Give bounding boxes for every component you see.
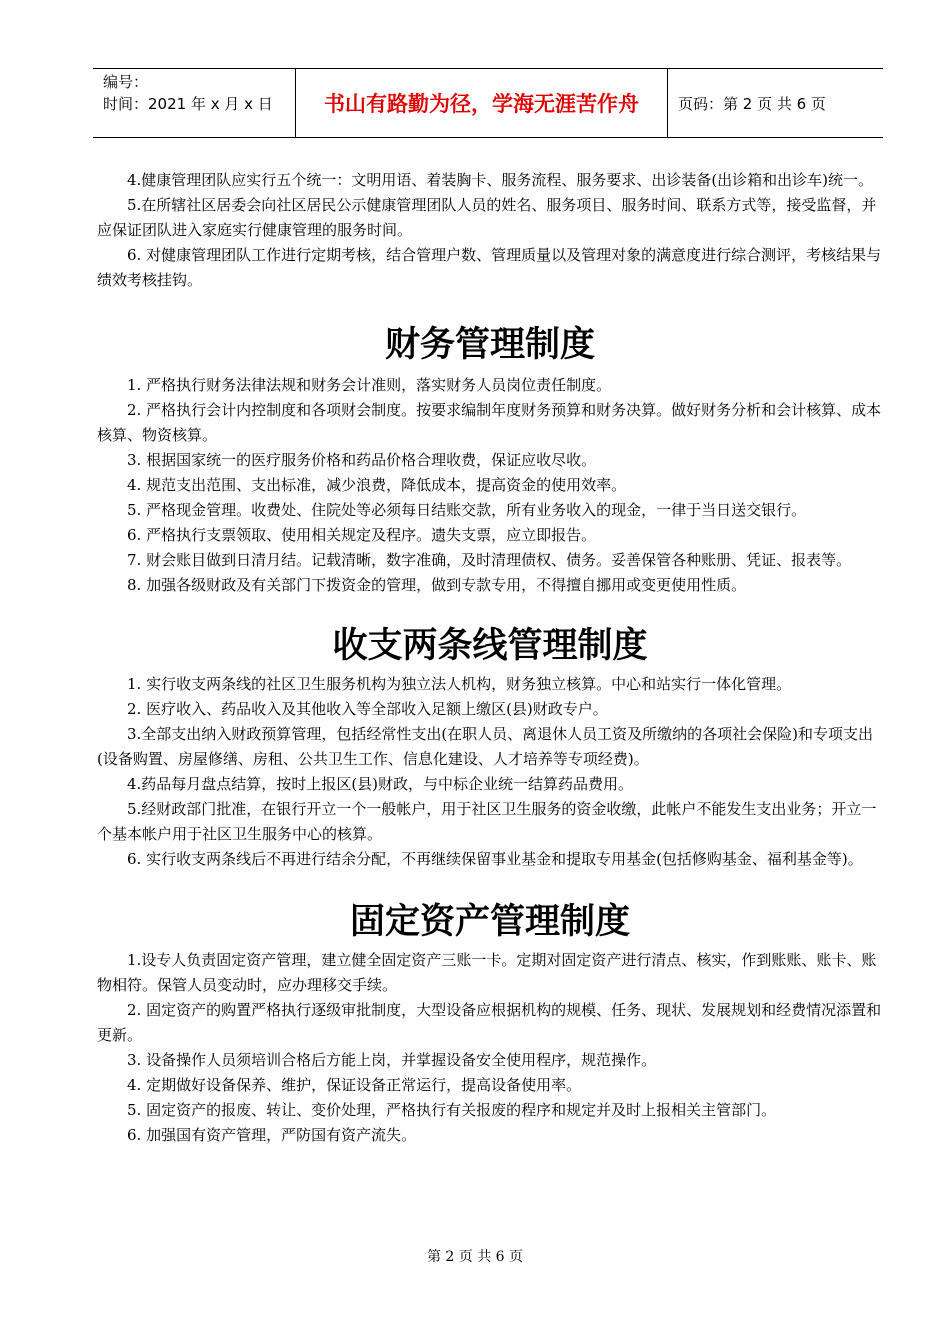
page-footer: 第 2 页 共 6 页 bbox=[426, 1249, 524, 1265]
section-revenue-expense bbox=[97, 624, 883, 872]
paragraph: 6. 加强国有资产管理，严防国有资产流失。 bbox=[127, 1126, 417, 1144]
paragraph: 5.经财政部门批准，在银行开立一个一般帐户，用于社区卫生服务的资金收缴，此帐户不能发生支出业务；开立一个基本帐户用于社区卫生服务中心的核算。 bbox=[97, 800, 877, 843]
header-meta bbox=[93, 69, 295, 137]
header-number: 编号： bbox=[103, 73, 149, 91]
section-finance bbox=[97, 323, 883, 598]
section-fixed-assets bbox=[97, 900, 883, 1148]
document-body bbox=[97, 168, 883, 1148]
paragraph: 5. 严格现金管理。收费处、住院处等必须每日结账交款，所有业务收入的现金，一律于当日送交银行。 bbox=[127, 501, 807, 519]
section-title: 固定资产管理制度 bbox=[349, 902, 630, 942]
section-title: 收支两条线管理制度 bbox=[332, 626, 648, 666]
paragraph: 3. 根据国家统一的医疗服务价格和药品价格合理收费，保证应收尽收。 bbox=[127, 451, 597, 469]
header-time: 时间：2021 年 x 月 x 日 bbox=[103, 95, 273, 113]
paragraph: 4.健康管理团队应实行五个统一：文明用语、着装胸卡、服务流程、服务要求、出诊装备(出诊箱和出诊车)统一。 bbox=[127, 171, 874, 189]
paragraph: 4.药品每月盘点结算，按时上报区(县)财政，与中标企业统一结算药品费用。 bbox=[127, 775, 634, 793]
page-header bbox=[93, 68, 883, 138]
paragraph: 1. 实行收支两条线的社区卫生服务机构为独立法人机构，财务独立核算。中心和站实行一体化管理。 bbox=[127, 675, 792, 693]
paragraph: 4. 定期做好设备保养、维护，保证设备正常运行，提高设备使用率。 bbox=[127, 1076, 582, 1094]
paragraph: 2. 医疗收入、药品收入及其他收入等全部收入足额上缴区(县)财政专户。 bbox=[127, 700, 608, 718]
paragraph: 3.全部支出纳入财政预算管理，包括经常性支出(在职人员、离退休人员工资及所缴纳的各项社会保险)和专项支出(设备购置、房屋修缮、房租、公共卫生工作、信息化建设、人才培养等专项经费)。 bbox=[97, 725, 874, 768]
paragraph: 4. 规范支出范围、支出标准，减少浪费，降低成本，提高资金的使用效率。 bbox=[127, 476, 627, 494]
paragraph: 6. 实行收支两条线后不再进行结余分配，不再继续保留事业基金和提取专用基金(包括修购基金、福利基金等)。 bbox=[127, 850, 863, 868]
header-motto: 书山有路勤为径，学海无涯苦作舟 bbox=[295, 69, 668, 137]
paragraph: 5. 固定资产的报废、转让、变价处理，严格执行有关报废的程序和规定并及时上报相关主管部门。 bbox=[127, 1101, 777, 1119]
paragraph: 5.在所辖社区居委会向社区居民公示健康管理团队人员的姓名、服务项目、服务时间、联系方式等，接受监督，并应保证团队进入家庭实行健康管理的服务时间。 bbox=[97, 196, 877, 239]
paragraph: 8. 加强各级财政及有关部门下拨资金的管理，做到专款专用，不得擅自挪用或变更使用性质。 bbox=[127, 576, 747, 594]
paragraph: 3. 设备操作人员须培训合格后方能上岗，并掌握设备安全使用程序，规范操作。 bbox=[127, 1051, 657, 1069]
paragraph: 1.设专人负责固定资产管理，建立健全固定资产三账一卡。定期对固定资产进行清点、核实，作到账账、账卡、账物相符。保管人员变动时，应办理移交手续。 bbox=[97, 951, 877, 994]
paragraph: 6. 对健康管理团队工作进行定期考核，结合管理户数、管理质量以及管理对象的满意度进行综合测评，考核结果与绩效考核挂钩。 bbox=[97, 246, 882, 289]
header-page-info: 页码：第 2 页 共 6 页 bbox=[678, 94, 826, 113]
paragraph: 6. 严格执行支票领取、使用相关规定及程序。遗失支票，应立即报告。 bbox=[127, 526, 597, 544]
intro-list bbox=[97, 168, 883, 293]
paragraph: 2. 固定资产的购置严格执行逐级审批制度，大型设备应根据机构的规模、任务、现状、发展规划和经费情况添置和更新。 bbox=[97, 1001, 882, 1044]
section-title: 财务管理制度 bbox=[384, 325, 595, 365]
paragraph: 2. 严格执行会计内控制度和各项财会制度。按要求编制年度财务预算和财务决算。做好财务分析和会计核算、成本核算、物资核算。 bbox=[97, 401, 882, 444]
paragraph: 1. 严格执行财务法律法规和财务会计准则，落实财务人员岗位责任制度。 bbox=[127, 376, 612, 394]
paragraph: 7. 财会账目做到日清月结。记载清晰，数字准确，及时清理债权、债务。妥善保管各种账册、凭证、报表等。 bbox=[127, 551, 852, 569]
